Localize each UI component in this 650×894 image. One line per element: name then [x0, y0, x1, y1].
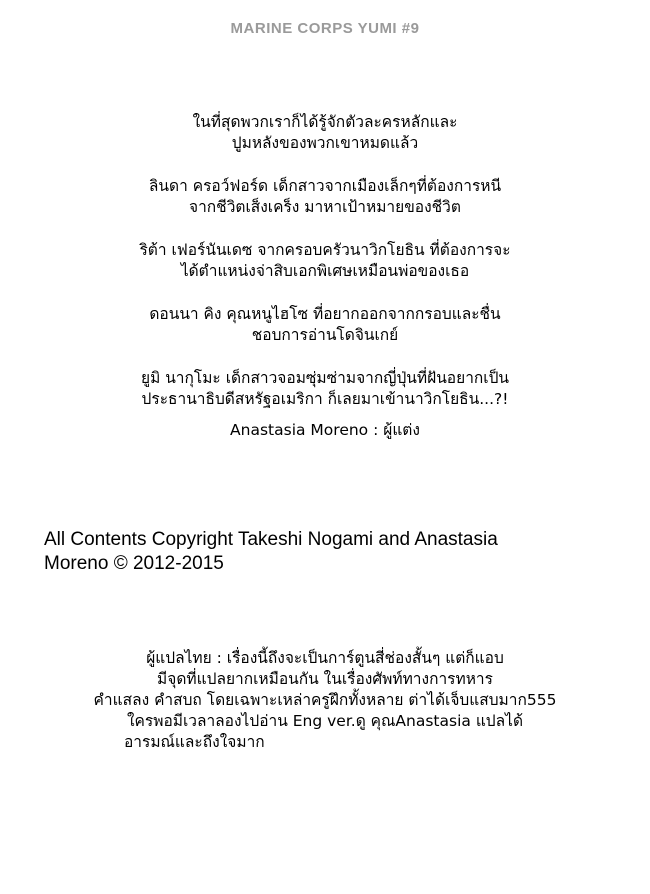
translator-line: ผู้แปลไทย : เรื่องนี้ถึงจะเป็นการ์ตูนสี่ช่องสั้นๆ แต่ก็แอบ [146, 649, 504, 667]
page-title: MARINE CORPS YUMI #9 [230, 20, 420, 37]
translator-line: มีจุดที่แปลยากเหมือนกัน ในเรื่องศัพท์ทางการทหาร [157, 670, 493, 688]
character-linda-paragraph [0, 176, 650, 218]
copyright-line: Moreno © 2012-2015 [44, 553, 224, 574]
text-line: ในที่สุดพวกเราก็ได้รู้จักตัวละครหลักและ [192, 113, 458, 131]
character-rita-paragraph [0, 240, 650, 282]
text-line: ริต้า เฟอร์นันเดซ จากครอบครัวนาวิกโยธิน ที่ต้องการจะ [139, 241, 511, 259]
copyright-notice [44, 528, 604, 576]
intro-section [0, 112, 650, 441]
text-line: ลินดา ครอว์ฟอร์ด เด็กสาวจากเมืองเล็กๆที่ต้องการหนี [148, 177, 502, 195]
text-line: ดอนนา คิง คุณหนูไฮโซ ที่อยากออกจากกรอบและชื่น [149, 305, 501, 323]
text-line: ชอบการอ่านโดจินเกย์ [251, 326, 399, 344]
text-line: ประธานาธิบดีสหรัฐอเมริกา ก็เลยมาเข้านาวิกโยธิน...?! [141, 390, 509, 408]
text-line: ได้ตำแหน่งจ่าสิบเอกพิเศษเหมือนพ่อของเธอ [180, 262, 470, 280]
translator-line: คำแสลง คำสบถ โดยเฉพาะเหล่าครูฝึกทั้งหลาย ต่าได้เจ็บแสบมาก555 [93, 691, 557, 709]
character-donna-paragraph [0, 304, 650, 346]
translator-line: อารมณ์และถึงใจมาก [124, 733, 265, 751]
translator-note [0, 648, 650, 753]
text-line: จากชีวิตเส็งเคร็ง มาหาเป้าหมายของชีวิต [189, 198, 461, 216]
character-yumi-paragraph [0, 368, 650, 410]
intro-paragraph [0, 112, 650, 154]
translator-line: ใครพอมีเวลาลองไปอ่าน Eng ver.ดู คุณAnastasia แปลได้ [126, 712, 524, 730]
text-line: ปูมหลังของพวกเขาหมดแล้ว [231, 134, 419, 152]
copyright-line: All Contents Copyright Takeshi Nogami and Anastasia [44, 529, 498, 550]
author-credit: Anastasia Moreno : ผู้แต่ง [230, 421, 420, 439]
text-line: ยูมิ นากุโมะ เด็กสาวจอมซุ่มซ่ามจากญี่ปุ่นที่ฝันอยากเป็น [140, 369, 510, 387]
